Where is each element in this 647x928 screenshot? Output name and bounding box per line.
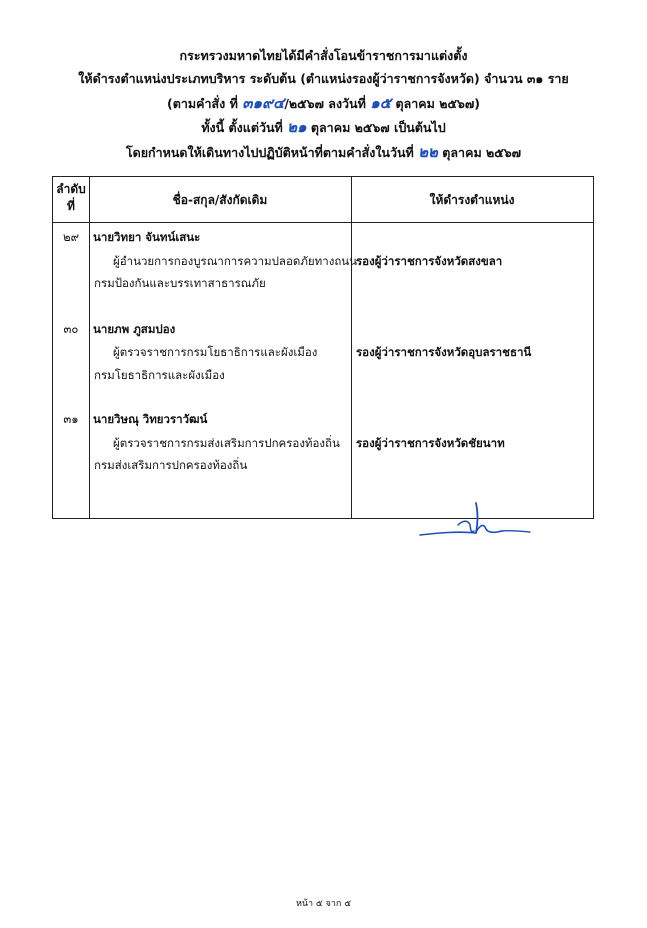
effective-suffix: ตุลาคม ๒๕๖๗ เป็นต้นไป xyxy=(310,120,446,135)
row-number: ๓๑ xyxy=(63,412,79,426)
header-line-2: ให้ดำรงตำแหน่งประเภทบริหาร ระดับต้น (ตำแหน่งรองผู้ว่าราชการจังหวัด) จำนวน ๓๑ ราย xyxy=(78,71,569,86)
col-header-no xyxy=(53,181,89,215)
effective-prefix: ทั้งนี้ ตั้งแต่วันที่ xyxy=(201,120,283,135)
effective-day-handwritten: ๒๑ xyxy=(287,118,307,136)
old-department: กรมส่งเสริมการปกครองท้องถิ่น xyxy=(94,458,248,472)
order-mid: /๒๕๖๗ ลงวันที่ xyxy=(284,96,366,111)
header-line-1: กระทรวงมหาดไทยได้มีคำสั่งโอนข้าราชการมาแต่งตั้ง xyxy=(179,48,468,63)
header-line-3 xyxy=(0,95,647,112)
old-department: กรมโยธาธิการและผังเมือง xyxy=(94,368,225,382)
old-position: ผู้อำนวยการกองบูรณาการความปลอดภัยทางถนน xyxy=(113,254,358,268)
page-number: หน้า ๕ จาก ๕ xyxy=(295,899,352,909)
header-divider xyxy=(53,222,593,223)
report-suffix: ตุลาคม ๒๕๖๗ xyxy=(442,145,522,160)
appointment-table xyxy=(52,176,594,519)
new-position: รองผู้ว่าราชการจังหวัดสงขลา xyxy=(356,254,503,268)
person-name: นายวิษณุ วิทยวราวัฒน์ xyxy=(93,412,208,426)
signature-mark xyxy=(418,495,538,545)
old-department: กรมป้องกันและบรรเทาสาธารณภัย xyxy=(94,276,266,290)
col-header-no-line1: ลำดับ xyxy=(56,182,86,196)
old-position: ผู้ตรวจราชการกรมส่งเสริมการปกครองท้องถิ่น xyxy=(113,436,340,450)
row-number: ๒๙ xyxy=(62,230,79,244)
header-line-5 xyxy=(0,144,647,161)
order-day-handwritten: ๑๕ xyxy=(370,94,392,112)
col-header-no-line2: ที่ xyxy=(67,199,75,213)
col-header-name: ชื่อ-สกุล/สังกัดเดิม xyxy=(172,193,268,207)
order-number-handwritten: ๓๑๙๔ xyxy=(242,94,285,112)
header-line-4 xyxy=(0,119,647,136)
person-name: นายภพ ภูสมปอง xyxy=(93,322,176,336)
person-name: นายวิทยา จันทน์เสนะ xyxy=(93,230,201,244)
col-divider xyxy=(89,177,90,518)
row-number: ๓๐ xyxy=(63,322,79,336)
order-suffix: ตุลาคม ๒๕๖๗) xyxy=(395,96,480,111)
order-prefix: (ตามคำสั่ง ที่ xyxy=(167,96,238,111)
col-divider xyxy=(351,177,352,518)
col-header-position: ให้ดำรงตำแหน่ง xyxy=(429,193,515,207)
report-day-handwritten: ๒๒ xyxy=(418,143,438,161)
new-position: รองผู้ว่าราชการจังหวัดอุบลราชธานี xyxy=(356,345,532,359)
old-position: ผู้ตรวจราชการกรมโยธาธิการและผังเมือง xyxy=(113,345,318,359)
new-position: รองผู้ว่าราชการจังหวัดชัยนาท xyxy=(356,436,505,450)
report-prefix: โดยกำหนดให้เดินทางไปปฏิบัติหน้าที่ตามคำสั่งในวันที่ xyxy=(125,145,414,160)
